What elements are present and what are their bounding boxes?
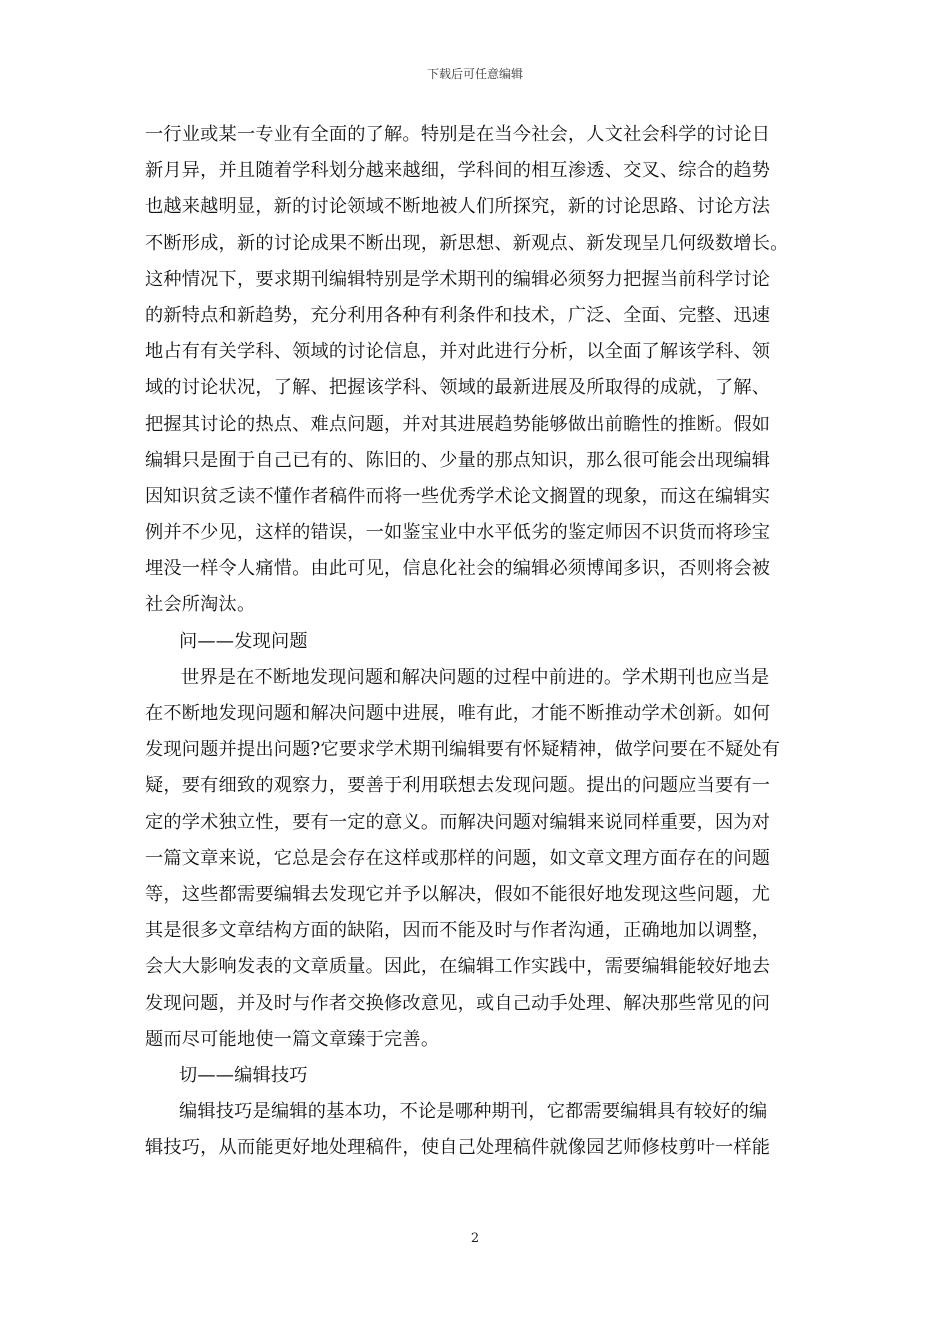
text-line: 发现问题并提出问题?它要求学术期刊编辑要有怀疑精神，做学问要在不疑处有 <box>145 739 781 761</box>
text-line: 一篇文章来说，它总是会存在这样或那样的问题，如文章文理方面存在的问题 <box>145 847 771 869</box>
section-heading-wen: 问——发现问题 <box>179 630 308 652</box>
document-body <box>145 117 808 1166</box>
text-line: 发现问题，并及时与作者交换修改意见，或自己动手处理、解决那些常见的问 <box>145 992 771 1014</box>
text-line: 疑，要有细致的观察力，要善于利用联想去发现问题。提出的问题应当要有一 <box>145 775 771 797</box>
text-line: 等，这些都需要编辑去发现它并予以解决，假如不能很好地发现这些问题，尤 <box>145 883 771 905</box>
text-line: 的新特点和新趋势，充分利用各种有利条件和技术，广泛、全面、完整、迅速 <box>145 304 771 326</box>
text-line: 其是很多文章结构方面的缺陷，因而不能及时与作者沟通，正确地加以调整， <box>145 920 771 942</box>
text-line: 定的学术独立性，要有一定的意义。而解决问题对编辑来说同样重要，因为对 <box>145 811 771 833</box>
text-line: 新月异，并且随着学科划分越来越细，学科间的相互渗透、交叉、综合的趋势 <box>145 160 771 182</box>
text-line: 编辑只是囿于自己已有的、陈旧的、少量的那点知识，那么很可能会出现编辑 <box>145 449 771 471</box>
text-line: 埋没一样令人痛惜。由此可见，信息化社会的编辑必须博闻多识，否则将会被 <box>145 558 771 580</box>
text-line: 因知识贫乏读不懂作者稿件而将一些优秀学术论文搁置的现象，而这在编辑实 <box>145 485 771 507</box>
text-line: 一行业或某一专业有全面的了解。特别是在当今社会，人文社会科学的讨论日 <box>145 124 771 145</box>
paragraph-first-line: 世界是在不断地发现问题和解决问题的过程中前进的。学术期刊也应当是 <box>181 666 770 688</box>
text-line: 地占有有关学科、领域的讨论信息，并对此进行分析，以全面了解该学科、领 <box>145 341 771 363</box>
text-line: 域的讨论状况，了解、把握该学科、领域的最新进展及所取得的成就，了解、 <box>145 377 771 399</box>
text-line: 也越来越明显，新的讨论领域不断地被人们所探究，新的讨论思路、讨论方法 <box>145 196 771 218</box>
text-line: 会大大影响发表的文章质量。因此，在编辑工作实践中，需要编辑能较好地去 <box>145 956 771 978</box>
paragraph-first-line: 编辑技巧是编辑的基本功，不论是哪种期刊，它都需要编辑具有较好的编 <box>179 1101 768 1123</box>
page-header: 下载后可任意编辑 <box>426 67 523 81</box>
text-line: 社会所淘汰。 <box>145 594 256 616</box>
text-line: 把握其讨论的热点、难点问题，并对其进展趋势能够做出前瞻性的推断。假如 <box>145 413 771 435</box>
text-line: 不断形成，新的讨论成果不断出现，新思想、新观点、新发现呈几何级数增长。 <box>145 232 789 254</box>
text-line: 辑技巧，从而能更好地处理稿件，使自己处理稿件就像园艺师修枝剪叶一样能 <box>145 1137 771 1159</box>
text-line: 题而尽可能地使一篇文章臻于完善。 <box>145 1028 440 1050</box>
text-line: 例并不少见，这样的错误，一如鉴宝业中水平低劣的鉴定师因不识货而将珍宝 <box>145 522 771 544</box>
text-line: 这种情况下，要求期刊编辑特别是学术期刊的编辑必须努力把握当前科学讨论 <box>145 268 771 290</box>
section-heading-qie: 切——编辑技巧 <box>179 1064 308 1086</box>
text-line: 在不断地发现问题和解决问题中进展，唯有此，才能不断推动学术创新。如何 <box>145 703 771 724</box>
page-number: 2 <box>470 1231 480 1246</box>
